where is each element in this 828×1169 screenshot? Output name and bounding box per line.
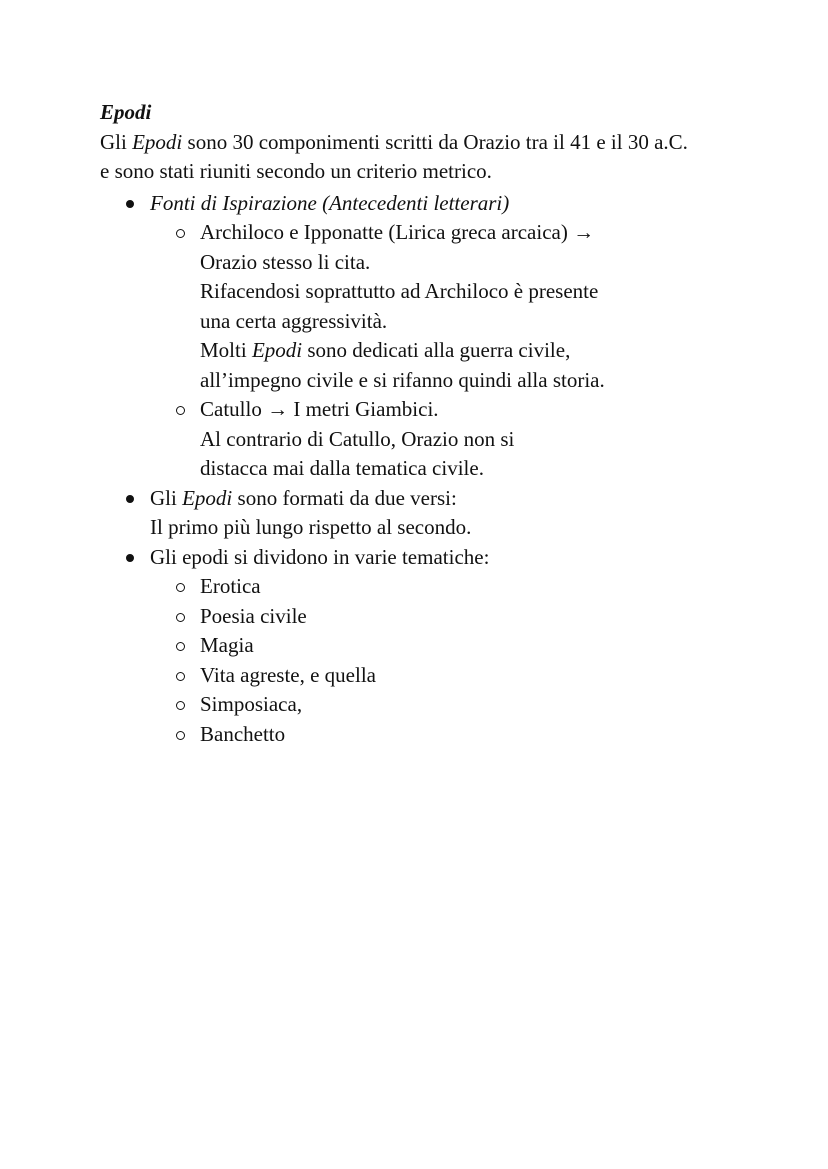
sub-1-line-6: all’impegno civile e si rifanno quindi alla storia. xyxy=(200,368,605,392)
bullet-2-line-2: Il primo più lungo rispetto al secondo. xyxy=(150,515,472,539)
bullet-2-line-1 xyxy=(150,484,457,513)
intro-emphasis: Epodi xyxy=(132,130,183,154)
list-item: Banchetto xyxy=(200,722,286,746)
circle-bullet-icon xyxy=(176,672,185,681)
intro-line-2: e sono stati riuniti secondo un criterio metrico. xyxy=(100,159,492,183)
intro-text: sono 30 componimenti scritti da Orazio tra il 41 e il 30 a.C. xyxy=(182,130,688,154)
circle-bullet-icon xyxy=(176,229,185,238)
sub-1-text: sono dedicati alla guerra civile, xyxy=(302,338,571,362)
bullet-dot-icon xyxy=(126,554,134,562)
list-item: Erotica xyxy=(200,574,261,598)
circle-bullet-icon xyxy=(176,613,185,622)
list-item: Simposiaca, xyxy=(200,692,303,716)
sub-2-line-2: Al contrario di Catullo, Orazio non si xyxy=(200,427,515,451)
sub-1-emphasis: Epodi xyxy=(251,338,303,362)
circle-bullet-icon xyxy=(176,731,185,740)
circle-bullet-icon xyxy=(176,406,185,415)
circle-bullet-icon xyxy=(176,701,185,710)
intro-text: Gli xyxy=(100,130,133,154)
list-item: Vita agreste, e quella xyxy=(200,663,376,687)
sub-1-line-1: Archiloco e Ipponatte (Lirica greca arcaica) → xyxy=(200,220,595,244)
sub-1-line-3: Rifacendosi soprattutto ad Archiloco è presente xyxy=(200,279,599,303)
sub-1-line-4: una certa aggressività. xyxy=(200,309,388,333)
circle-bullet-icon xyxy=(176,583,185,592)
circle-bullet-icon xyxy=(176,642,185,651)
bullet-1-label: Fonti di Ispirazione (Antecedenti letterari) xyxy=(150,191,510,215)
bullet-2-text: sono formati da due versi: xyxy=(232,486,457,510)
document-title: Epodi xyxy=(100,100,152,124)
sub-1-line-5 xyxy=(200,336,570,365)
list-item: Poesia civile xyxy=(200,604,307,628)
bullet-3-label: Gli epodi si dividono in varie tematiche: xyxy=(150,545,490,569)
intro-line-1 xyxy=(100,128,688,157)
list-item: Magia xyxy=(200,633,254,657)
sub-2-line-1: Catullo → I metri Giambici. xyxy=(200,397,439,421)
sub-2-line-3: distacca mai dalla tematica civile. xyxy=(200,456,484,480)
sub-1-text: Molti xyxy=(200,338,252,362)
bullet-dot-icon xyxy=(126,200,134,208)
bullet-2-text: Gli xyxy=(150,486,183,510)
bullet-2-emphasis: Epodi xyxy=(182,486,233,510)
sub-1-line-2: Orazio stesso li cita. xyxy=(200,250,371,274)
bullet-dot-icon xyxy=(126,495,134,503)
